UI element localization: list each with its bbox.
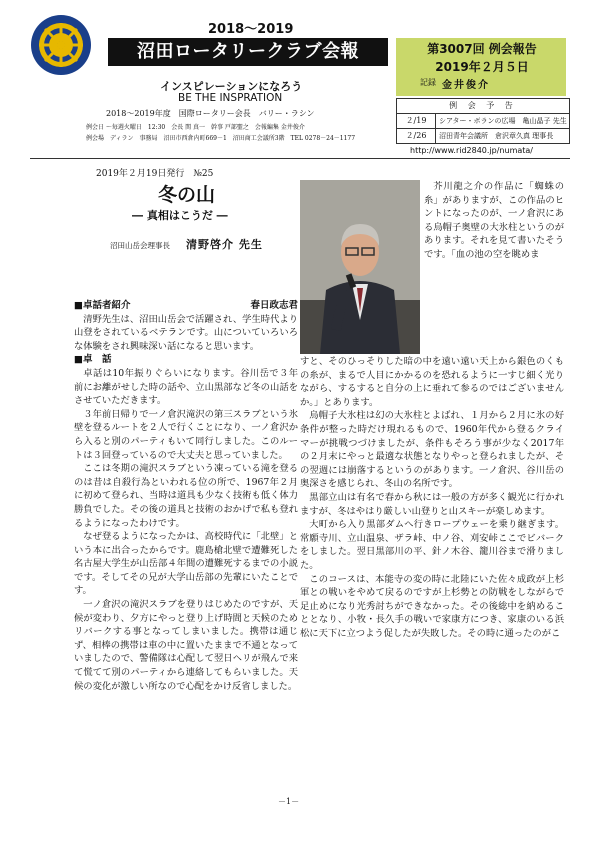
schedule-date: ２/19 bbox=[397, 114, 436, 128]
intro-paragraph: 清野先生は、沼田山岳会で活躍され、学生時代より山登をされているベテランです。山についていろいろな体験をされ興味深い話になると思います。 bbox=[74, 313, 298, 352]
intro-heading: ■卓話者紹介 bbox=[74, 300, 131, 311]
schedule-text: 沼田青年会議所 倉沢章久真 理事長 bbox=[439, 132, 554, 140]
intro-presenter: 春日政志君 bbox=[250, 300, 298, 311]
theme-japanese: インスピレーションになろう bbox=[160, 80, 303, 93]
header-divider bbox=[30, 158, 570, 159]
report-title: 第3007回 例会報告 bbox=[427, 42, 537, 56]
speaker-figure-icon bbox=[300, 180, 420, 354]
page-number: －1－ bbox=[278, 797, 300, 806]
rotary-wheel-icon bbox=[30, 14, 92, 76]
schedule-table bbox=[396, 98, 570, 144]
paragraph: ３年前日帰りで一ノ倉沢滝沢の第三スラブという氷壁を登るルートを２人で行くことになり、一ノ倉沢から入ると別のパーティもいて同行しました。このルートは３回登っているので大丈夫と思っていました。 bbox=[74, 408, 298, 461]
paragraph: 卓話は10年振りぐらいになります。谷川岳で３年前にお離がせした時の話や、立山黒部など冬の山話をさせていただきます。 bbox=[74, 367, 298, 407]
article-left-column bbox=[74, 299, 298, 693]
paragraph: 大町から入り黒部ダムへ行きロープウェーを乗り継ぎます。常願寺川、立山温泉、ザラ峠、中ノ谷、刈安峠ここでビバークをしました。翌日黒部川の平、針ノ木谷、籠川谷まで滑りました。 bbox=[300, 519, 564, 571]
club-url-link[interactable]: http://www.rid2840.jp/numata/ bbox=[410, 146, 534, 155]
author-name: 清野啓介 先生 bbox=[186, 238, 263, 251]
club-info-line-1: 例会日 ～毎週火曜日 12:30 会長 関 真一 幹事 戸部聖之 会報編集 金井俊介 bbox=[86, 124, 305, 131]
paragraph: なぜ登るようになったかは、高校時代に「北壁」という本に出合ったからです。鹿島槍北壁で遭難死した名古屋大学生が山岳部４年間の遭難死するまでの小説です。そしてその兄が大学山岳部の先輩にいたことです。 bbox=[74, 531, 298, 597]
report-date: 2019年２月５日 bbox=[435, 60, 529, 74]
paragraph: 一ノ倉沢の滝沢スラブを登りはじめたのですが、天候が変わり、夕方にやっと登り上げ時間と天候のためリバークする事となってしまいました。携帯は通じず、相棒の携帯は車の中に置いたままで不通となっていましたので、警備隊は心配して翌日ヘリが飛んで来て慌てて別のパーティから連絡してもらいました。天候の変化が激しい所なので心配をかけ反省しました。 bbox=[74, 599, 298, 692]
schedule-date: ２/26 bbox=[397, 129, 436, 143]
speaker-photo bbox=[300, 180, 420, 354]
article-title: 冬の山 bbox=[158, 184, 216, 206]
schedule-row bbox=[397, 114, 569, 129]
talk-heading: ■卓 話 bbox=[74, 354, 112, 366]
paragraph: すと、そのひっそりした暗の中を遠い遠い天上から銀色のくもの糸が、まるで人目にかかるのを恐れるように一すじ細く光りながら、するすると自分の上に垂れて参るのではございませんか。」とあります。 bbox=[300, 356, 564, 408]
author-organization: 沼田山岳会理事長 bbox=[110, 241, 170, 250]
paragraph: このコースは、本能寺の変の時に北陸にいた佐々成政が上杉軍との戦いをやめて戻るのですが上杉勢との防戦をしながらで足止めになり光秀討ちができなかった。その後総中を納めることとなり、小牧・長久手の戦いで家康方につき、家康のいる浜松に天下に立つよう促したが失敗した。その時に通ったのがこ bbox=[300, 573, 564, 639]
theme-english: BE THE INSPRATION bbox=[178, 92, 283, 104]
issue-line: 2019年２月19日発行 №25 bbox=[96, 169, 214, 179]
ri-president-line: 2018～2019年度 国際ロータリー会長 バリー・ラシン bbox=[106, 109, 315, 118]
article-right-column bbox=[300, 355, 564, 640]
record-label: 記録 bbox=[420, 78, 436, 87]
paragraph: 芥川龍之介の作品に「蜘蛛の糸」がありますが、この作品のヒントになったのが、一ノ倉沢にある烏帽子奥壁の大氷柱というのがあります。それを見て書いたそうです。「血の池の空を眺めま bbox=[424, 181, 564, 260]
recorder-name: 金井俊介 bbox=[442, 80, 490, 91]
schedule-row bbox=[397, 129, 569, 143]
article-right-top-column bbox=[424, 180, 564, 262]
schedule-text: シアター・ボランの広場 亀山晶子 先生 bbox=[439, 117, 567, 125]
club-name-banner: 沼田ロータリークラブ会報 bbox=[108, 38, 388, 66]
paragraph: ここは冬期の滝沢スラブという凍っている滝を登るのは昔は自殺行為といわれる位の所で、1967年２月に初めて登られ、当時は道具も少なく技術も低く体力勝負でした。その後の道具と技術のおかげで私も登れるようになったわけです。 bbox=[74, 463, 298, 529]
paragraph: 黒部立山は有名で春から秋には一般の方が多く観光に行かれますが、冬はやはり厳しい山登りと山スキーが楽しめます。 bbox=[300, 491, 564, 517]
paragraph: 烏帽子大氷柱は幻の大氷柱とよばれ、１月から２月に氷の好条件が整った時だけ現れるもので、1960年代から登るクライマーが挑戦つづけましたが、条件もそろう事が少なく2017年の２月末にやっと最適な状態となりやっと登られましたが、その翌週には崩落するというのがあります。一ノ倉沢、谷川岳の奥深さを感じられ、冬山の名所です。 bbox=[300, 410, 564, 490]
intro-heading-row bbox=[74, 299, 298, 313]
club-years: 2018～2019 bbox=[208, 22, 294, 37]
club-info-line-2: 例会場 ディラン 事務局 沼田市西倉内町669－1 沼田商工会議所3階 TEL 0278－24－1177 bbox=[86, 135, 356, 142]
schedule-heading: 例 会 予 告 bbox=[397, 99, 569, 114]
article-subtitle: ― 真相はこうだ ― bbox=[132, 209, 228, 222]
